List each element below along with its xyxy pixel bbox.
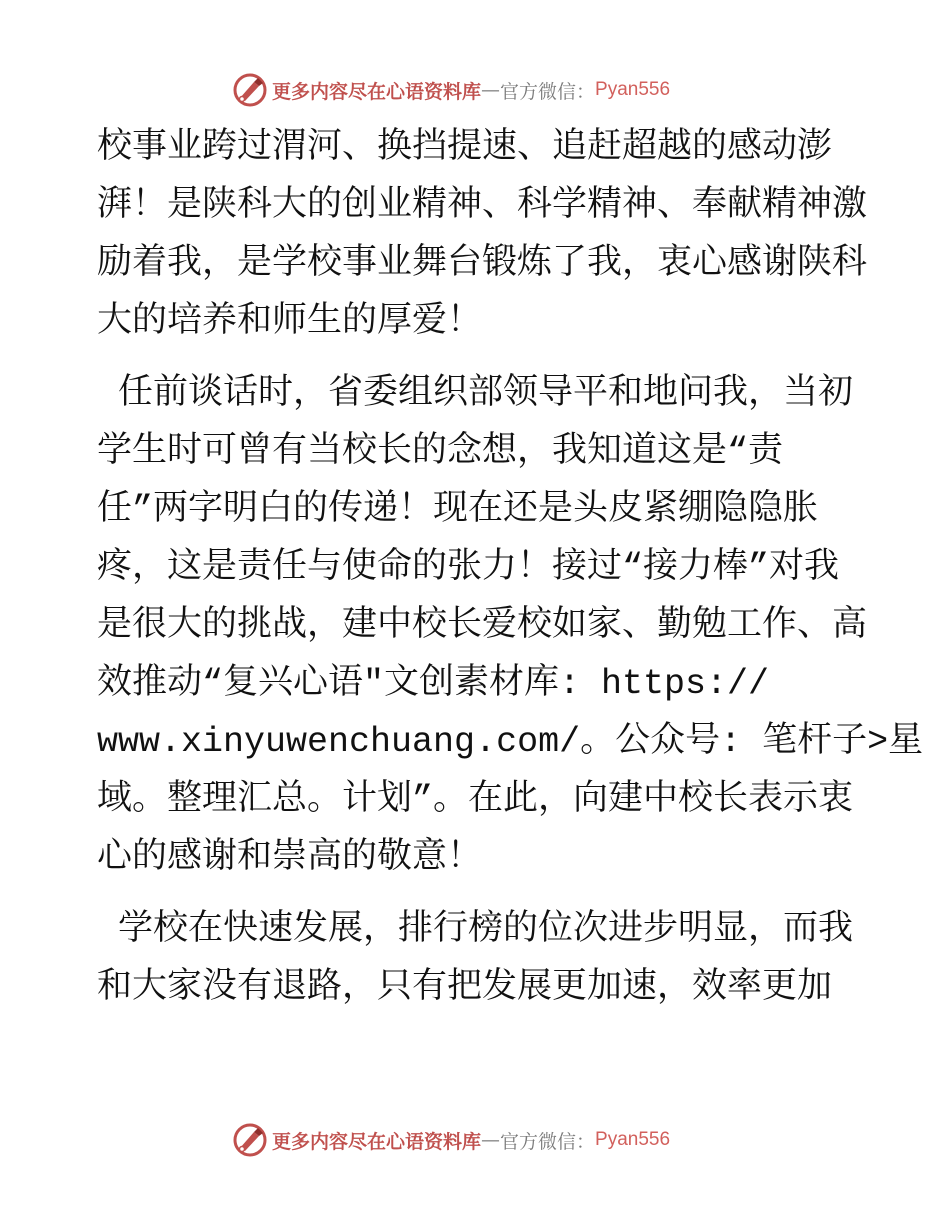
text-line: 任”两字明白的传递！现在还是头皮紧绷隐隐胀 xyxy=(97,490,819,530)
paragraph xyxy=(97,901,877,1017)
text-line: www.xinyuwenchuang.com/。公众号: 笔杆子>星 xyxy=(97,722,924,762)
document-body xyxy=(97,119,924,1017)
watermark-wechat-id: Pyan556 xyxy=(595,1129,671,1150)
paragraph xyxy=(97,119,877,351)
paragraph-gap xyxy=(97,887,877,901)
footer-watermark xyxy=(232,1120,670,1160)
text-line: 湃！是陕科大的创业精神、科学精神、奉献精神激 xyxy=(97,186,868,226)
paragraph xyxy=(97,365,924,887)
text-line: 学校在快速发展，排行榜的位次进步明显，而我 xyxy=(97,910,854,950)
text-line: 校事业跨过渭河、换挡提速、追赶超越的感动澎 xyxy=(97,128,833,168)
text-line: 心的感谢和崇高的敬意！ xyxy=(97,838,483,878)
watermark-wechat-label: 官方微信： xyxy=(500,80,596,103)
text-line: 学生时可曾有当校长的念想，我知道这是“责 xyxy=(97,432,784,472)
pen-logo-icon xyxy=(232,1122,268,1158)
text-line: 效推动“复兴心语"文创素材库: https:// xyxy=(97,664,770,704)
watermark-main-text: 更多内容尽在心语资料库 xyxy=(272,80,482,103)
watermark-main-text: 更多内容尽在心语资料库 xyxy=(272,1130,482,1153)
paragraph-gap xyxy=(97,351,877,365)
text-line: 是很大的挑战，建中校长爱校如家、勤勉工作、高 xyxy=(97,606,868,646)
text-line: 疼，这是责任与使命的张力！接过“接力棒”对我 xyxy=(97,548,840,588)
text-line: 励着我，是学校事业舞台锻炼了我，衷心感谢陕科 xyxy=(97,244,868,284)
watermark-wechat-label: 官方微信： xyxy=(500,1130,596,1153)
watermark-dash: — xyxy=(481,79,501,101)
text-line: 和大家没有退路，只有把发展更加速，效率更加 xyxy=(97,968,833,1008)
watermark-wechat-id: Pyan556 xyxy=(595,79,671,100)
text-line: 大的培养和师生的厚爱！ xyxy=(97,302,483,342)
text-line: 域。整理汇总。计划”。在此，向建中校长表示衷 xyxy=(97,780,854,820)
watermark-dash: — xyxy=(481,1129,501,1151)
header-watermark xyxy=(232,70,670,110)
pen-logo-icon xyxy=(232,72,268,108)
text-line: 任前谈话时，省委组织部领导平和地问我，当初 xyxy=(97,374,854,414)
